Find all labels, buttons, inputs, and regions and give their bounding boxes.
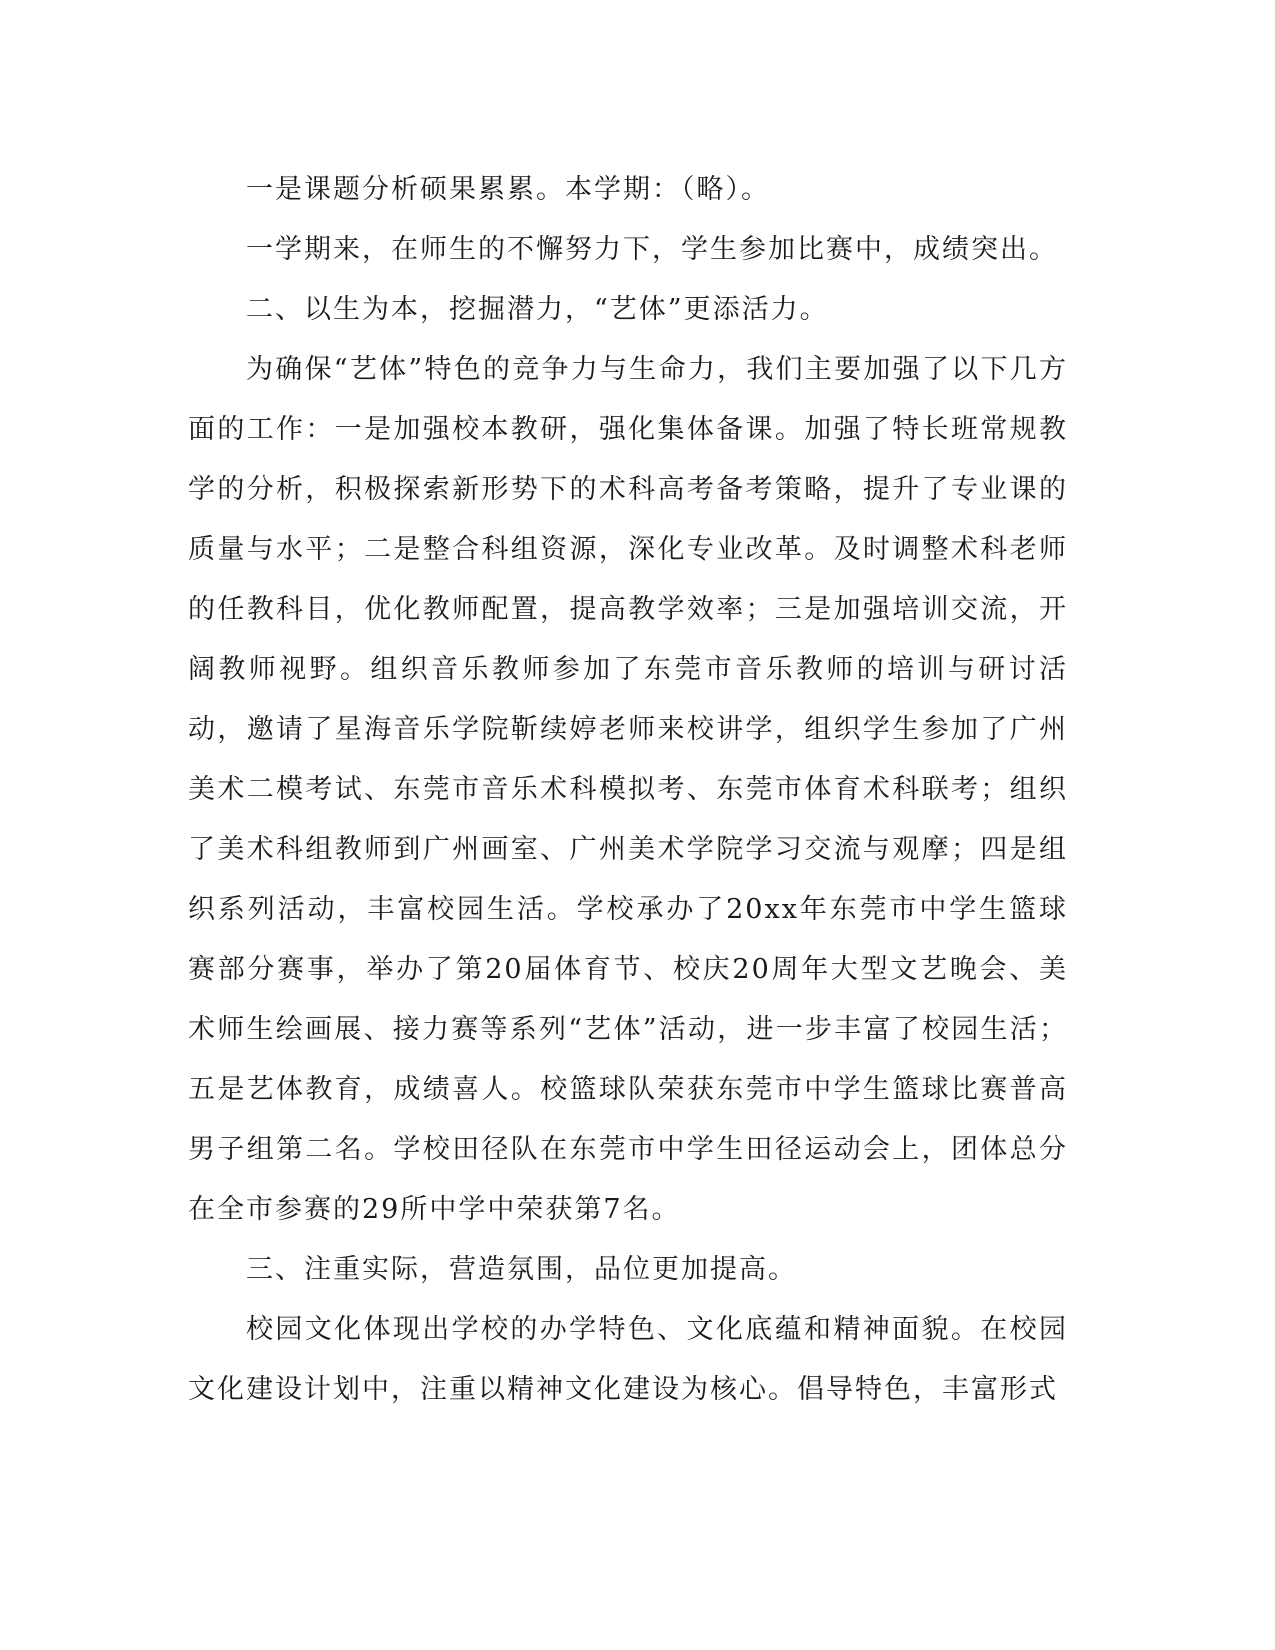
- paragraph-arts-sports-work: 为确保“艺体”特色的竞争力与生命力，我们主要加强了以下几方面的工作：一是加强校本教研，强化集体备课。加强了特长班常规教学的分析，积极探索新形势下的术科高考备考策略，提升了专业课的质量与水平；二是整合科组资源，深化专业改革。及时调整术科老师的任教科目，优化教师配置，提高教学效率；三是加强培训交流，开阔教师视野。组织音乐教师参加了东莞市音乐教师的培训与研讨活动，邀请了星海音乐学院靳续婷老师来校讲学，组织学生参加了广州美术二模考试、东莞市音乐术科模拟考、东莞市体育术科联考；组织了美术科组教师到广州画室、广州美术学院学习交流与观摩；四是组织系列活动，丰富校园生活。学校承办了20xx年东莞市中学生篮球赛部分赛事，举办了第20届体育节、校庆20周年大型文艺晚会、美术师生绘画展、接力赛等系列“艺体”活动，进一步丰富了校园生活；五是艺体教育，成绩喜人。校篮球队荣获东莞市中学生篮球比赛普高男子组第二名。学校田径队在东莞市中学生田径运动会上，团体总分在全市参赛的29所中学中荣获第7名。: [188, 354, 1068, 1225]
- section-heading-two: 二、以生为本，挖掘潜力，“艺体”更添活力。: [246, 294, 829, 325]
- document-body: [188, 160, 1068, 1420]
- paragraph-competition-results: 一学期来，在师生的不懈努力下，学生参加比赛中，成绩突出。: [246, 234, 1058, 265]
- paragraph-campus-culture: 校园文化体现出学校的办学特色、文化底蕴和精神面貌。在校园文化建设计划中，注重以精神文化建设为核心。倡导特色，丰富形式: [188, 1314, 1068, 1405]
- section-heading-three: 三、注重实际，营造氛围，品位更加提高。: [246, 1254, 797, 1285]
- paragraph-research-results: 一是课题分析硕果累累。本学期：（略）。: [246, 174, 770, 205]
